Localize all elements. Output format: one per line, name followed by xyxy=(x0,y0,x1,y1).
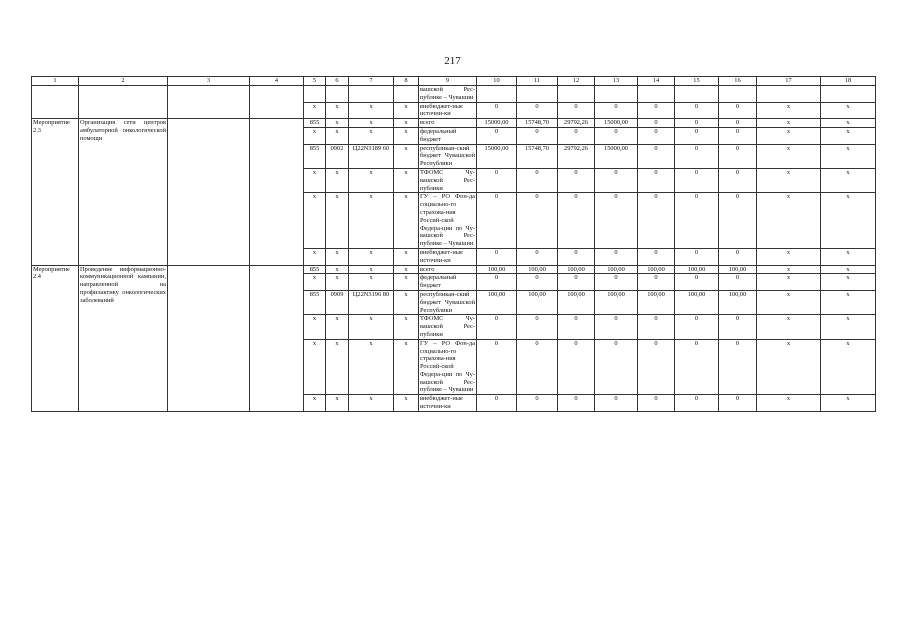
value-cell: 0 xyxy=(595,168,638,192)
value-cell: 0 xyxy=(675,119,719,128)
value-cell: 0 xyxy=(477,339,517,395)
value-cell: 100,00 xyxy=(595,290,638,314)
column-header: 3 xyxy=(168,77,250,86)
value-cell: x xyxy=(757,339,821,395)
value-cell: x xyxy=(757,315,821,339)
column-header: 5 xyxy=(304,77,326,86)
value-cell: x xyxy=(821,265,876,274)
funding-source: вашской Рес-публике – Чувашии xyxy=(420,86,475,101)
code-cell: x xyxy=(349,127,394,144)
code-cell: x xyxy=(349,315,394,339)
value-cell: 15748,70 xyxy=(517,119,558,128)
column-header: 1 xyxy=(32,77,79,86)
value-cell: x xyxy=(821,168,876,192)
value-cell: 100,00 xyxy=(719,290,757,314)
value-cell xyxy=(517,86,558,103)
code-cell: х xyxy=(394,265,419,274)
code-cell: x xyxy=(394,395,419,412)
value-cell: 0 xyxy=(675,193,719,249)
value-cell: 0 xyxy=(517,102,558,119)
value-cell: 0 xyxy=(595,274,638,291)
code-cell: x xyxy=(326,102,349,119)
empty-cell xyxy=(250,119,304,265)
value-cell: x xyxy=(757,395,821,412)
value-cell: 0 xyxy=(675,127,719,144)
value-cell: x xyxy=(757,127,821,144)
page-number: 217 xyxy=(444,55,461,67)
value-cell: 0 xyxy=(558,168,595,192)
code-cell: x xyxy=(349,339,394,395)
funding-source: внебюджет-ные источни-ки xyxy=(419,102,477,119)
measure-name: Организация сети центров амбулаторной онкологической помощи xyxy=(79,119,168,265)
value-cell: 0 xyxy=(675,168,719,192)
value-cell: 0 xyxy=(638,193,675,249)
funding-source: ГУ – РО Фон-да социально-го страхова-ния Россий-ской Федера-ции по Чу-вашской Рес-публике – Чувашии xyxy=(420,339,475,394)
value-cell: 0 xyxy=(719,127,757,144)
value-cell: 0 xyxy=(675,395,719,412)
column-header: 18 xyxy=(821,77,876,86)
column-header: 13 xyxy=(595,77,638,86)
code-cell: 855 xyxy=(304,265,326,274)
value-cell xyxy=(558,86,595,103)
code-cell: x xyxy=(326,339,349,395)
funding-source: всего xyxy=(419,119,477,128)
value-cell: 0 xyxy=(477,102,517,119)
empty-cell xyxy=(168,265,250,411)
value-cell: 0 xyxy=(595,102,638,119)
value-cell: 0 xyxy=(477,274,517,291)
value-cell xyxy=(477,86,517,103)
value-cell: 0 xyxy=(595,339,638,395)
code-cell: x xyxy=(326,168,349,192)
code-cell: x xyxy=(349,274,394,291)
code-cell: х xyxy=(349,119,394,128)
code-cell: x xyxy=(304,168,326,192)
value-cell: x xyxy=(821,193,876,249)
column-header: 17 xyxy=(757,77,821,86)
funding-source: федеральный бюджет xyxy=(419,274,477,291)
code-cell xyxy=(394,86,419,103)
value-cell xyxy=(821,86,876,103)
code-cell: x xyxy=(326,274,349,291)
empty-cell xyxy=(250,86,304,119)
code-cell: x xyxy=(304,395,326,412)
value-cell: 0 xyxy=(477,395,517,412)
value-cell: 0 xyxy=(558,193,595,249)
measure-label: Мероприятие 2.4 xyxy=(32,265,79,411)
measure-label: Мероприятие 2.3 xyxy=(32,119,79,265)
value-cell: 0 xyxy=(595,248,638,265)
value-cell: 29792,26 xyxy=(558,119,595,128)
value-cell: x xyxy=(757,265,821,274)
value-cell: 100,00 xyxy=(558,265,595,274)
value-cell: 0 xyxy=(719,119,757,128)
table-row xyxy=(32,265,876,274)
value-cell: 0 xyxy=(595,193,638,249)
funding-source: республикан-ский бюджет Чувашской Республики xyxy=(420,144,475,168)
empty-cell xyxy=(79,86,168,119)
value-cell: 0 xyxy=(638,144,675,168)
value-cell: 0 xyxy=(477,193,517,249)
value-cell: 0 xyxy=(638,248,675,265)
measure-name: Проведение информационно-коммуникационной кампании, направленной на профилактику онкологических заболеваний xyxy=(79,265,168,411)
value-cell: 0 xyxy=(517,168,558,192)
value-cell: x xyxy=(757,193,821,249)
code-cell: x xyxy=(394,193,419,249)
value-cell: 0 xyxy=(558,274,595,291)
value-cell: 100,00 xyxy=(595,265,638,274)
value-cell: x xyxy=(821,290,876,314)
value-cell: x xyxy=(821,395,876,412)
value-cell: 100,00 xyxy=(558,290,595,314)
value-cell: 0 xyxy=(719,274,757,291)
code-cell: x xyxy=(304,248,326,265)
value-cell: 0 xyxy=(477,248,517,265)
value-cell: 100,00 xyxy=(638,265,675,274)
value-cell: 0 xyxy=(675,339,719,395)
column-header-row xyxy=(32,77,876,86)
value-cell: 0 xyxy=(675,274,719,291)
funding-source: всего xyxy=(419,265,477,274)
value-cell: 0 xyxy=(477,127,517,144)
code-cell: x xyxy=(349,395,394,412)
value-cell: 0 xyxy=(719,168,757,192)
code-cell: x xyxy=(394,127,419,144)
value-cell: x xyxy=(757,290,821,314)
value-cell: 100,00 xyxy=(517,265,558,274)
code-cell: x xyxy=(394,102,419,119)
value-cell xyxy=(719,86,757,103)
budget-table xyxy=(31,76,876,412)
value-cell: x xyxy=(821,127,876,144)
value-cell: 100,00 xyxy=(638,290,675,314)
funding-source: внебюджет-ные источни-ки xyxy=(419,248,477,265)
code-cell: Ц22N3196 80 xyxy=(349,290,394,314)
value-cell: 0 xyxy=(517,193,558,249)
value-cell: 0 xyxy=(558,395,595,412)
code-cell: х xyxy=(349,265,394,274)
value-cell: 0 xyxy=(719,102,757,119)
code-cell: x xyxy=(394,248,419,265)
value-cell: x xyxy=(757,274,821,291)
code-cell: 855 xyxy=(304,290,326,314)
code-cell: x xyxy=(304,102,326,119)
value-cell: 15748,70 xyxy=(517,144,558,168)
column-header: 14 xyxy=(638,77,675,86)
funding-source: федеральный бюджет xyxy=(419,127,477,144)
value-cell: 0 xyxy=(675,248,719,265)
code-cell xyxy=(349,86,394,103)
value-cell: 0 xyxy=(719,144,757,168)
value-cell: x xyxy=(821,119,876,128)
value-cell: 0 xyxy=(558,339,595,395)
value-cell: 0 xyxy=(719,315,757,339)
empty-cell xyxy=(168,86,250,119)
code-cell: x xyxy=(394,274,419,291)
value-cell: 0 xyxy=(558,315,595,339)
code-cell: x xyxy=(349,168,394,192)
value-cell: 0 xyxy=(675,315,719,339)
code-cell: 0902 xyxy=(326,144,349,168)
code-cell: x xyxy=(349,193,394,249)
value-cell: 0 xyxy=(719,193,757,249)
value-cell: 0 xyxy=(477,168,517,192)
code-cell: x xyxy=(349,102,394,119)
value-cell: x xyxy=(821,248,876,265)
value-cell: 100,00 xyxy=(477,265,517,274)
column-header: 6 xyxy=(326,77,349,86)
code-cell: x xyxy=(304,315,326,339)
value-cell: 0 xyxy=(558,127,595,144)
value-cell: 0 xyxy=(675,102,719,119)
code-cell: x xyxy=(326,315,349,339)
column-header: 10 xyxy=(477,77,517,86)
value-cell: 100,00 xyxy=(675,265,719,274)
column-header: 9 xyxy=(419,77,477,86)
value-cell: 15000,00 xyxy=(595,119,638,128)
code-cell: x xyxy=(326,193,349,249)
code-cell: x xyxy=(394,290,419,314)
funding-source: ТФОМС Чу-вашской Рес-публики xyxy=(420,168,475,192)
value-cell: 15000,00 xyxy=(477,144,517,168)
value-cell: 0 xyxy=(638,395,675,412)
value-cell: x xyxy=(757,102,821,119)
value-cell: x xyxy=(821,315,876,339)
code-cell: х xyxy=(394,119,419,128)
value-cell: 0 xyxy=(719,339,757,395)
value-cell: 0 xyxy=(638,102,675,119)
value-cell xyxy=(595,86,638,103)
value-cell: 0 xyxy=(595,127,638,144)
value-cell: 0 xyxy=(517,127,558,144)
code-cell: x xyxy=(326,395,349,412)
code-cell xyxy=(326,86,349,103)
column-header: 2 xyxy=(79,77,168,86)
code-cell: x xyxy=(304,339,326,395)
value-cell: 0 xyxy=(638,127,675,144)
value-cell: 0 xyxy=(517,339,558,395)
value-cell: 0 xyxy=(517,395,558,412)
value-cell: x xyxy=(757,168,821,192)
value-cell: 0 xyxy=(675,144,719,168)
value-cell: x xyxy=(757,248,821,265)
code-cell: x xyxy=(394,315,419,339)
code-cell: x xyxy=(326,127,349,144)
value-cell: 15000,00 xyxy=(477,119,517,128)
column-header: 12 xyxy=(558,77,595,86)
empty-cell xyxy=(32,86,79,119)
value-cell: 0 xyxy=(517,315,558,339)
value-cell: 29792,26 xyxy=(558,144,595,168)
table-row xyxy=(32,86,876,103)
code-cell: х xyxy=(326,119,349,128)
funding-source: ГУ – РО Фон-да социально-го страхова-ния Россий-ской Федера-ции по Чу-вашской Рес-публике – Чувашии xyxy=(420,193,475,248)
column-header: 8 xyxy=(394,77,419,86)
value-cell xyxy=(638,86,675,103)
value-cell: 0 xyxy=(517,248,558,265)
value-cell xyxy=(757,86,821,103)
value-cell: 0 xyxy=(638,339,675,395)
code-cell: х xyxy=(326,265,349,274)
code-cell: x xyxy=(349,248,394,265)
code-cell: x xyxy=(304,127,326,144)
code-cell: 855 xyxy=(304,119,326,128)
code-cell: x xyxy=(394,168,419,192)
value-cell: 100,00 xyxy=(675,290,719,314)
table-row xyxy=(32,119,876,128)
value-cell: 0 xyxy=(517,274,558,291)
code-cell: x xyxy=(394,144,419,168)
empty-cell xyxy=(168,119,250,265)
value-cell: x xyxy=(821,102,876,119)
value-cell: 0 xyxy=(477,315,517,339)
value-cell: x xyxy=(757,144,821,168)
value-cell: 0 xyxy=(638,315,675,339)
value-cell: 0 xyxy=(638,168,675,192)
value-cell: x xyxy=(821,144,876,168)
funding-source: внебюджет-ные источни-ки xyxy=(419,395,477,412)
value-cell: x xyxy=(821,274,876,291)
value-cell: 0 xyxy=(595,315,638,339)
column-header: 15 xyxy=(675,77,719,86)
code-cell: Ц22N3189 60 xyxy=(349,144,394,168)
empty-cell xyxy=(250,265,304,411)
funding-source: республикан-ский бюджет Чувашской Республики xyxy=(420,290,475,314)
value-cell xyxy=(675,86,719,103)
code-cell: 0909 xyxy=(326,290,349,314)
value-cell: 0 xyxy=(719,395,757,412)
funding-source: ТФОМС Чу-вашской Рес-публики xyxy=(420,315,475,338)
value-cell: x xyxy=(757,119,821,128)
value-cell: 0 xyxy=(719,248,757,265)
value-cell: 0 xyxy=(558,102,595,119)
value-cell: 100,00 xyxy=(477,290,517,314)
code-cell: x xyxy=(394,339,419,395)
value-cell: 0 xyxy=(595,395,638,412)
code-cell: x xyxy=(304,193,326,249)
value-cell: 100,00 xyxy=(719,265,757,274)
column-header: 11 xyxy=(517,77,558,86)
value-cell: 0 xyxy=(638,119,675,128)
code-cell xyxy=(304,86,326,103)
value-cell: 100,00 xyxy=(517,290,558,314)
column-header: 4 xyxy=(250,77,304,86)
column-header: 7 xyxy=(349,77,394,86)
code-cell: x xyxy=(326,248,349,265)
value-cell: 15000,00 xyxy=(595,144,638,168)
value-cell: 0 xyxy=(638,274,675,291)
column-header: 16 xyxy=(719,77,757,86)
value-cell: 0 xyxy=(558,248,595,265)
code-cell: 855 xyxy=(304,144,326,168)
value-cell: x xyxy=(821,339,876,395)
code-cell: x xyxy=(304,274,326,291)
